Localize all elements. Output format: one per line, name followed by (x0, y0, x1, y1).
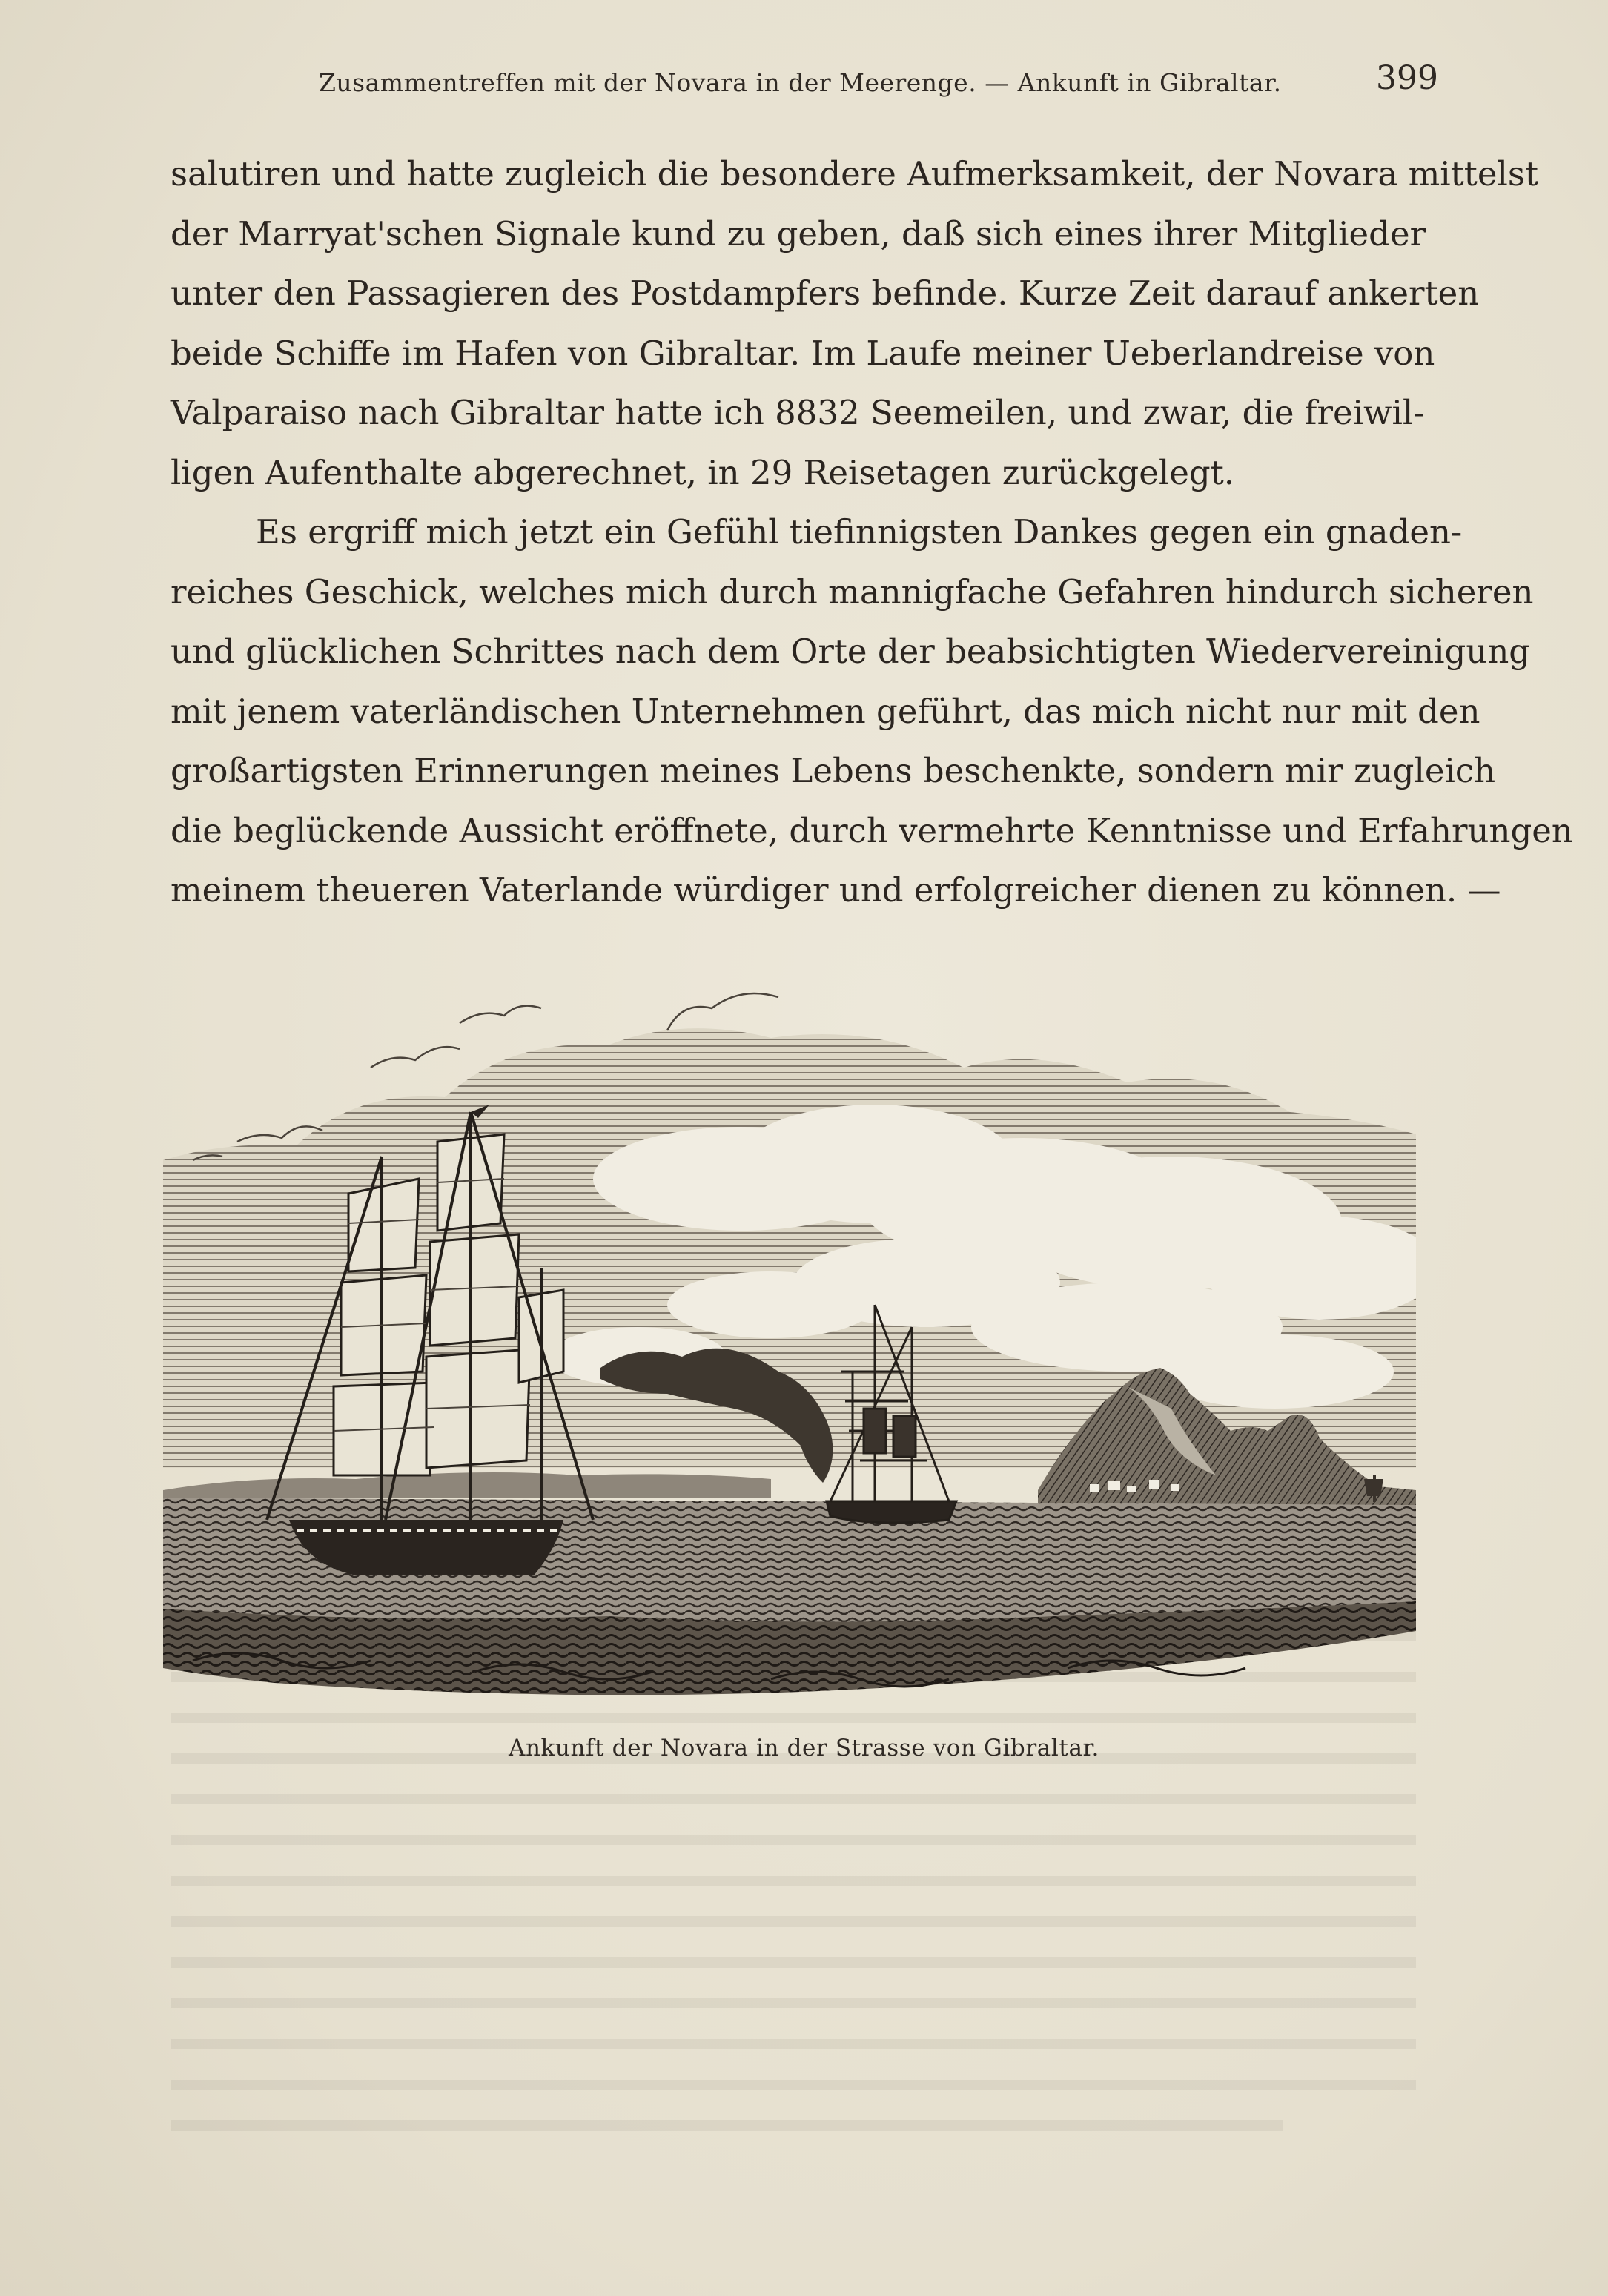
engraving-svg (163, 956, 1416, 1720)
paragraph-1 (171, 145, 1539, 503)
distant-coast (163, 1472, 771, 1498)
text-line: Es ergriff mich jetzt ein Gefühl tiefinnigsten Dankes gegen ein gnaden- (256, 512, 1463, 552)
text-line: ligen Aufenthalte abgerechnet, in 29 Reisetagen zurückgelegt. (171, 452, 1235, 492)
figure-caption: Ankunft der Novara in der Strasse von Gibraltar. (508, 1735, 1099, 1761)
text-line: beide Schiffe im Hafen von Gibraltar. Im Laufe meiner Ueberlandreise von (171, 333, 1435, 373)
text-line: und glücklichen Schrittes nach dem Orte der beabsichtigten Wiedervereinigung (171, 632, 1531, 671)
text-line: unter den Passagieren des Postdampfers befinde. Kurze Zeit darauf ankerten (171, 274, 1480, 313)
text-line: die beglückende Aussicht eröffnete, durch vermehrte Kenntnisse und Erfahrungen (171, 810, 1573, 850)
running-header: Zusammentreffen mit der Novara in der Meerenge. — Ankunft in Gibraltar. (319, 68, 1282, 97)
text-line: der Marryat'schen Signale kund zu geben, daß sich eines ihrer Mitglieder (171, 214, 1426, 254)
engraving-illustration (163, 956, 1416, 1720)
text-line: salutiren und hatte zugleich die besondere Aufmerksamkeit, der Novara mittelst (171, 154, 1539, 193)
text-line: großartigsten Erinnerungen meines Lebens beschenkte, sondern mir zugleich (171, 751, 1496, 790)
text-line: reiches Geschick, welches mich durch mannigfache Gefahren hindurch sicheren (171, 572, 1534, 612)
text-line: Valparaiso nach Gibraltar hatte ich 8832 Seemeilen, und zwar, die freiwil- (171, 393, 1425, 432)
paragraph-2 (171, 503, 1573, 921)
text-line: mit jenem vaterländischen Unternehmen geführt, das mich nicht nur mit den (171, 691, 1480, 731)
text-line: meinem theueren Vaterlande würdiger und erfolgreicher dienen zu können. — (171, 870, 1501, 910)
body-text (171, 145, 1573, 921)
page-number: 399 (1376, 59, 1438, 97)
